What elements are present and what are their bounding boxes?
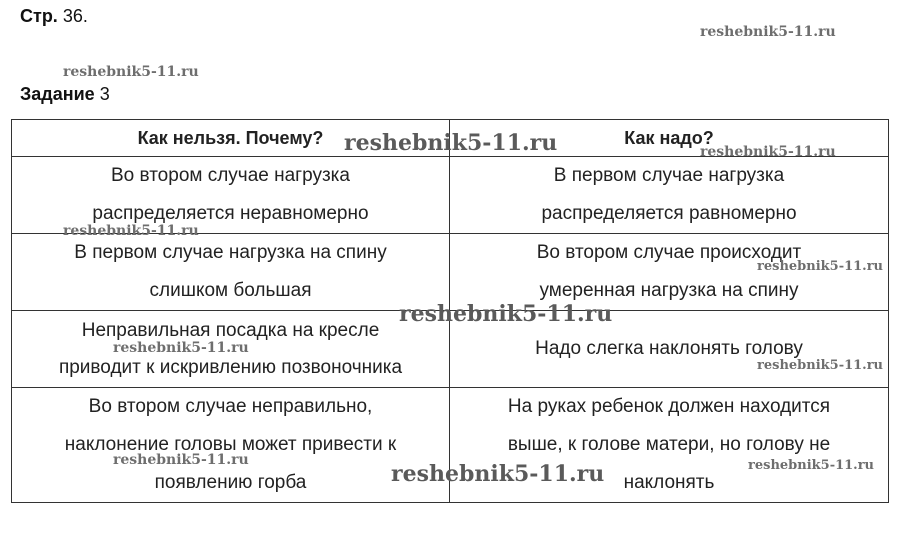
cell-line: Надо слегка наклонять голову (535, 338, 803, 359)
task-label: Задание (20, 84, 95, 104)
watermark: reshebnik5-11.ru (63, 64, 199, 80)
cell-right (450, 388, 889, 503)
task-number: 3 (99, 84, 110, 104)
cell-wrong (12, 311, 450, 388)
cell-line: умеренная нагрузка на спину (539, 280, 799, 301)
cell-right (450, 157, 889, 234)
watermark: reshebnik5-11.ru (757, 358, 884, 373)
watermark: reshebnik5-11.ru (700, 144, 836, 160)
watermark: reshebnik5-11.ru (113, 340, 249, 356)
watermark: reshebnik5-11.ru (700, 24, 836, 40)
header-right-way: Как надо? (450, 120, 889, 157)
table-row (12, 388, 889, 503)
cell-line: приводит к искривлению позвоночника (58, 357, 403, 378)
table-row (12, 157, 889, 234)
cell-line: Во втором случае происходит (536, 242, 802, 263)
page-number (20, 6, 88, 27)
task-title (20, 84, 110, 105)
cell-right (450, 311, 889, 388)
watermark: reshebnik5-11.ru (63, 223, 199, 239)
answer-table (11, 119, 889, 503)
page-number-value: 36. (62, 6, 88, 26)
page-label: Стр. (20, 6, 58, 26)
watermark: reshebnik5-11.ru (113, 452, 249, 468)
cell-wrong (12, 388, 450, 503)
cell-line: Неправильная посадка на кресле (81, 320, 380, 341)
table-header-row (12, 120, 889, 157)
cell-line: Во втором случае нагрузка (111, 165, 350, 186)
cell-line: На руках ребенок должен находится (507, 396, 831, 417)
cell-line: наклонять (623, 472, 715, 493)
cell-line: распределяется неравномерно (92, 203, 369, 224)
cell-line: появлению горба (154, 472, 307, 493)
cell-line: Во втором случае неправильно, (88, 396, 373, 417)
cell-line: распределяется равномерно (541, 203, 797, 224)
header-wrong-way: Как нельзя. Почему? (12, 120, 450, 157)
cell-line: наклонение головы может привести к (64, 434, 397, 455)
watermark: reshebnik5-11.ru (391, 461, 605, 487)
watermark: reshebnik5-11.ru (757, 259, 884, 274)
table-row (12, 234, 889, 311)
cell-line: В первом случае нагрузка (553, 165, 785, 186)
watermark: reshebnik5-11.ru (399, 301, 613, 327)
table-row (12, 311, 889, 388)
watermark: reshebnik5-11.ru (344, 130, 558, 156)
cell-wrong (12, 157, 450, 234)
cell-line: выше, к голове матери, но голову не (507, 434, 831, 455)
cell-line: слишком большая (149, 280, 312, 301)
cell-line: В первом случае нагрузка на спину (74, 242, 387, 263)
cell-right (450, 234, 889, 311)
watermark: reshebnik5-11.ru (748, 458, 875, 473)
cell-wrong (12, 234, 450, 311)
